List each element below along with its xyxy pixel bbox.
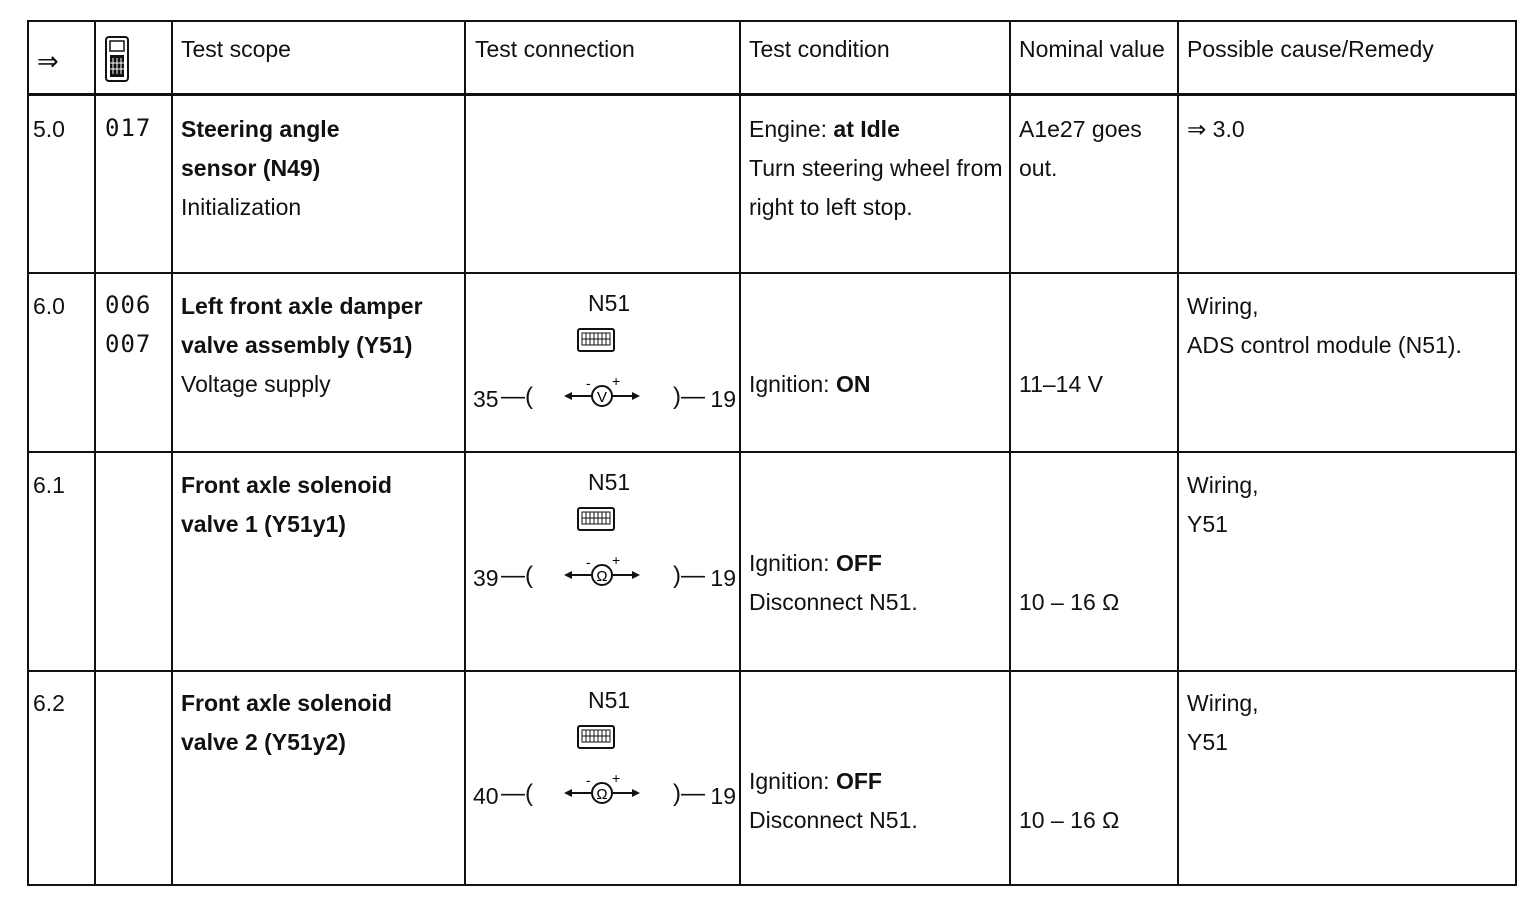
module-label: N51 bbox=[588, 687, 631, 713]
nominal-line: 10 – 16 Ω bbox=[1019, 589, 1120, 615]
nominal-line: 10 – 16 Ω bbox=[1019, 807, 1120, 833]
cause-line: Wiring, bbox=[1187, 472, 1259, 498]
header-test-connection: Test connection bbox=[475, 36, 635, 62]
pin-right: 19 bbox=[710, 386, 736, 412]
header-divider bbox=[27, 93, 1517, 96]
test-scope bbox=[181, 684, 392, 762]
meter-symbol: V bbox=[596, 389, 608, 406]
test-condition bbox=[749, 365, 870, 404]
multimeter-icon bbox=[562, 374, 642, 414]
condition-line: Ignition: OFF bbox=[749, 768, 882, 794]
nominal-value bbox=[1019, 365, 1103, 404]
connector-right-icon: )— bbox=[673, 780, 705, 807]
test-scope bbox=[181, 287, 423, 404]
multimeter-icon bbox=[562, 771, 642, 811]
cause-line: Y51 bbox=[1187, 729, 1228, 755]
svg-text:+: + bbox=[612, 553, 621, 568]
control-module-icon bbox=[577, 725, 615, 749]
row-divider bbox=[27, 451, 1517, 453]
test-condition bbox=[749, 544, 918, 622]
fault-code: 006 bbox=[105, 291, 152, 319]
scope-title-line: sensor (N49) bbox=[181, 155, 321, 181]
column-divider bbox=[464, 20, 466, 886]
nominal-line: A1e27 goes bbox=[1019, 116, 1142, 142]
possible-cause bbox=[1187, 684, 1259, 762]
condition-line: Engine: at Idle bbox=[749, 116, 900, 142]
meter-symbol: Ω bbox=[596, 568, 608, 585]
column-divider bbox=[739, 20, 741, 886]
step-number: 6.1 bbox=[33, 472, 65, 498]
possible-cause bbox=[1187, 466, 1259, 544]
scope-title-line: valve 1 (Y51y1) bbox=[181, 511, 346, 537]
svg-text:-: - bbox=[586, 772, 591, 788]
connector-right-icon: )— bbox=[673, 383, 705, 410]
header-test-condition: Test condition bbox=[749, 36, 890, 62]
pin-left: 40 bbox=[473, 783, 499, 809]
connector-right-icon: )— bbox=[673, 562, 705, 589]
nominal-value bbox=[1019, 801, 1119, 840]
scope-title-line: Left front axle damper bbox=[181, 293, 423, 319]
step-number: 6.0 bbox=[33, 293, 65, 319]
test-connection-diagram bbox=[467, 290, 739, 420]
test-condition bbox=[749, 762, 918, 840]
test-scope bbox=[181, 466, 392, 544]
diagnostic-test-table bbox=[27, 20, 1517, 886]
pin-right: 19 bbox=[710, 783, 736, 809]
scope-subtitle: Initialization bbox=[181, 194, 302, 220]
connector-left-icon: —( bbox=[501, 780, 533, 807]
fault-code: 007 bbox=[105, 330, 152, 358]
condition-line: right to left stop. bbox=[749, 194, 913, 220]
test-connection-diagram bbox=[467, 687, 739, 817]
step-number: 5.0 bbox=[33, 116, 65, 142]
possible-cause bbox=[1187, 110, 1245, 149]
scope-title-line: Front axle solenoid bbox=[181, 472, 392, 498]
multimeter-icon bbox=[562, 553, 642, 593]
column-divider bbox=[1177, 20, 1179, 886]
cause-line: Wiring, bbox=[1187, 293, 1259, 319]
row-divider bbox=[27, 272, 1517, 274]
fault-code: 017 bbox=[105, 114, 152, 142]
scope-title-line: valve assembly (Y51) bbox=[181, 332, 413, 358]
cause-line: Wiring, bbox=[1187, 690, 1259, 716]
pin-right: 19 bbox=[710, 565, 736, 591]
column-divider bbox=[171, 20, 173, 886]
step-number: 6.2 bbox=[33, 690, 65, 716]
scope-subtitle: Voltage supply bbox=[181, 371, 331, 397]
pin-left: 35 bbox=[473, 386, 499, 412]
header-nominal-value: Nominal value bbox=[1019, 36, 1165, 62]
nominal-value bbox=[1019, 110, 1142, 188]
condition-line: Disconnect N51. bbox=[749, 589, 918, 615]
condition-line: Turn steering wheel from bbox=[749, 155, 1003, 181]
test-connection-diagram bbox=[467, 469, 739, 599]
control-module-icon bbox=[577, 507, 615, 531]
cause-line: ⇒ 3.0 bbox=[1187, 116, 1245, 142]
condition-line: Disconnect N51. bbox=[749, 807, 918, 833]
connector-left-icon: —( bbox=[501, 562, 533, 589]
nominal-line: 11–14 V bbox=[1019, 371, 1103, 397]
header-test-scope: Test scope bbox=[181, 36, 291, 62]
column-divider bbox=[94, 20, 96, 886]
svg-text:+: + bbox=[612, 374, 621, 389]
meter-symbol: Ω bbox=[596, 786, 608, 803]
module-label: N51 bbox=[588, 469, 631, 495]
scan-tool-icon bbox=[105, 36, 129, 82]
module-label: N51 bbox=[588, 290, 631, 316]
test-scope bbox=[181, 110, 339, 227]
scope-title-line: valve 2 (Y51y2) bbox=[181, 729, 346, 755]
svg-text:-: - bbox=[586, 375, 591, 391]
possible-cause bbox=[1187, 287, 1462, 365]
header-arrow: ⇒ bbox=[37, 46, 59, 76]
condition-line: Ignition: ON bbox=[749, 371, 871, 397]
control-module-icon bbox=[577, 328, 615, 352]
test-condition bbox=[749, 110, 1003, 227]
scope-title-line: Steering angle bbox=[181, 116, 340, 142]
svg-text:-: - bbox=[586, 554, 591, 570]
row-divider bbox=[27, 670, 1517, 672]
cause-line: ADS control module (N51). bbox=[1187, 332, 1462, 358]
nominal-value bbox=[1019, 583, 1119, 622]
condition-line: Ignition: OFF bbox=[749, 550, 882, 576]
cause-line: Y51 bbox=[1187, 511, 1228, 537]
nominal-line: out. bbox=[1019, 155, 1058, 181]
connector-left-icon: —( bbox=[501, 383, 533, 410]
svg-text:+: + bbox=[612, 771, 621, 786]
pin-left: 39 bbox=[473, 565, 499, 591]
header-possible-cause: Possible cause/Remedy bbox=[1187, 36, 1434, 62]
column-divider bbox=[1009, 20, 1011, 886]
scope-title-line: Front axle solenoid bbox=[181, 690, 392, 716]
